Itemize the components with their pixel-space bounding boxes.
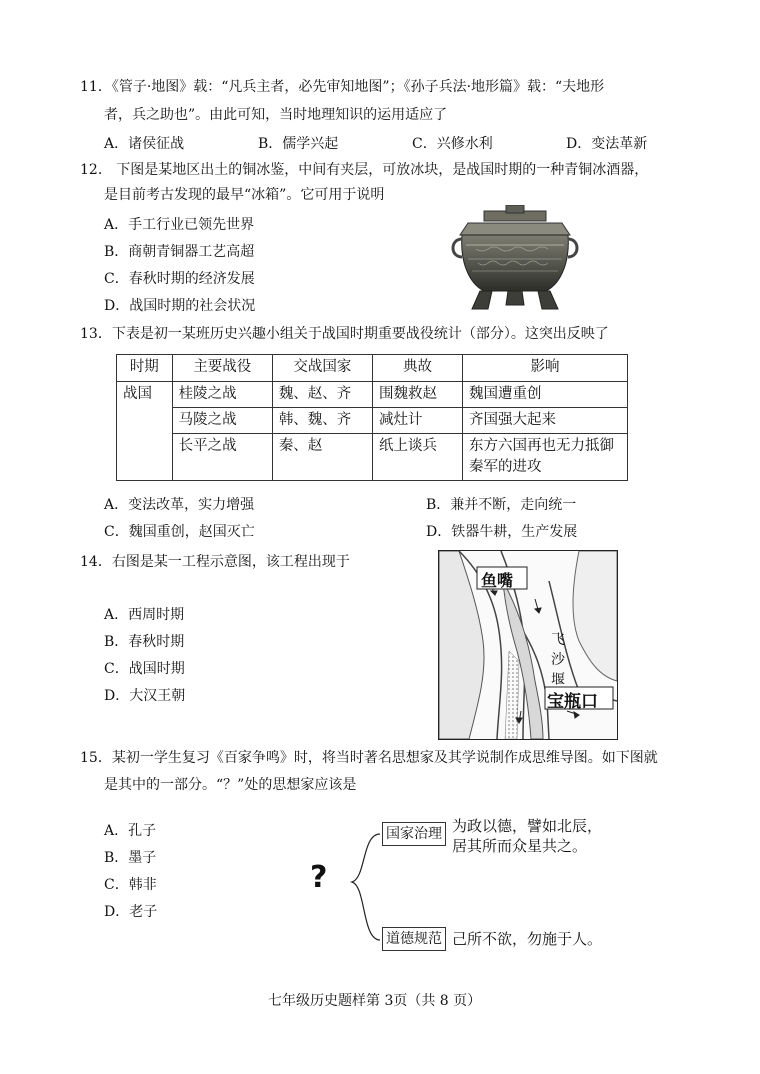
- table-header-states: 交战国家: [272, 355, 372, 382]
- q12-option-a: A．手工行业已领先世界: [104, 217, 255, 233]
- bronze-ice-chest-image: [450, 205, 580, 315]
- table-cell-period: 战国: [117, 382, 173, 481]
- table-row: [117, 408, 628, 434]
- mindmap-quote-governance-1: 为政以德，譬如北辰，: [452, 817, 603, 835]
- q11-option-c: C．兴修水利: [412, 136, 493, 152]
- mindmap-quote-morality: 己所不欲，勿施于人。: [452, 930, 603, 948]
- q12-option-b: B．商朝青铜器工艺高超: [104, 244, 255, 260]
- table-cell: 纸上谈兵: [372, 434, 462, 481]
- q14-option-c: C．战国时期: [104, 661, 185, 677]
- map-label-sha: 沙: [551, 652, 565, 668]
- q13-option-c: C．魏国重创，赵国灭亡: [104, 524, 255, 540]
- q13-option-d: D．铁器牛耕，生产发展: [426, 524, 578, 540]
- table-cell: 魏、赵、齐: [272, 382, 372, 408]
- table-header-impact: 影响: [463, 355, 628, 382]
- map-label-fei: 飞: [551, 632, 565, 648]
- q12-option-d: D．战国时期的社会状况: [104, 298, 256, 314]
- q11-option-a: A．诸侯征战: [104, 136, 185, 152]
- q12-option-c: C．春秋时期的经济发展: [104, 271, 255, 287]
- table-cell: 围魏救赵: [372, 382, 462, 408]
- q15-stem-line1: 15．某初一学生复习《百家争鸣》时，将当时著名思想家及其学说制作成思维导图。如下图就: [80, 750, 658, 766]
- q14-option-a: A．西周时期: [104, 607, 185, 623]
- mindmap-quote-governance-2: 居其所而众星共之。: [452, 837, 588, 855]
- table-header-period: 时期: [117, 355, 173, 382]
- q12-stem-line1: 12． 下图是某地区出土的铜冰鉴，中间有夹层，可放冰块，是战国时期的一种青铜冰酒器，: [80, 162, 649, 178]
- q11-option-b: B．儒学兴起: [258, 136, 339, 152]
- map-label-yan: 堰: [551, 672, 565, 688]
- table-cell: 东方六国再也无力抵御秦军的进攻: [463, 434, 628, 481]
- q13-option-a: A．变法改革，实力增强: [104, 497, 255, 513]
- q12-stem-line2: 是目前考古发现的最早“冰箱”。它可用于说明: [104, 187, 385, 203]
- table-cell: 马陵之战: [172, 408, 272, 434]
- q14-stem: 14．右图是某一工程示意图，该工程出现于: [80, 554, 350, 570]
- map-label-fish-mouth: 鱼嘴: [481, 571, 514, 590]
- map-label-baoping: 宝瓶口: [547, 692, 598, 712]
- table-cell: 长平之战: [172, 434, 272, 481]
- table-cell: 减灶计: [372, 408, 462, 434]
- table-cell: 魏国遭重创: [463, 382, 628, 408]
- q11-stem-line2: 者，兵之助也”。由此可知，当时地理知识的运用适应了: [104, 107, 448, 123]
- q11-option-d: D．变法革新: [566, 136, 648, 152]
- page-footer: 七年级历史题样第 3页（共 8 页）: [268, 993, 482, 1009]
- irrigation-project-map: [438, 550, 618, 740]
- q11-stem-line1: 11．《管子·地图》载：“凡兵主者，必先审知地图”；《孙子兵法·地形篇》载：“夫地形: [80, 79, 605, 95]
- q14-option-d: D．大汉王朝: [104, 688, 186, 704]
- battles-table: [116, 354, 628, 481]
- q14-option-b: B．春秋时期: [104, 634, 185, 650]
- q13-stem: 13．下表是初一某班历史兴趣小组关于战国时期重要战役统计（部分）。这突出反映了: [80, 326, 609, 342]
- mindmap-brace: [344, 828, 384, 948]
- table-cell: 齐国强大起来: [463, 408, 628, 434]
- q15-option-c: C．韩非: [104, 877, 157, 893]
- q13-option-b: B．兼并不断，走向统一: [426, 497, 577, 513]
- table-row: [117, 434, 628, 481]
- q15-option-d: D．老子: [104, 904, 158, 920]
- table-row: [117, 382, 628, 408]
- table-header-allusion: 典故: [372, 355, 462, 382]
- q15-option-a: A．孔子: [104, 823, 157, 839]
- table-header-battle: 主要战役: [172, 355, 272, 382]
- mindmap-term-morality: 道德规范: [382, 927, 446, 951]
- table-cell: 秦、赵: [272, 434, 372, 481]
- mindmap-center: ?: [310, 860, 328, 895]
- table-cell: 韩、魏、齐: [272, 408, 372, 434]
- q15-option-b: B．墨子: [104, 850, 157, 866]
- mindmap-term-governance: 国家治理: [382, 822, 446, 846]
- q15-stem-line2: 是其中的一部分。“？”处的思想家应该是: [104, 777, 357, 793]
- table-cell: 桂陵之战: [172, 382, 272, 408]
